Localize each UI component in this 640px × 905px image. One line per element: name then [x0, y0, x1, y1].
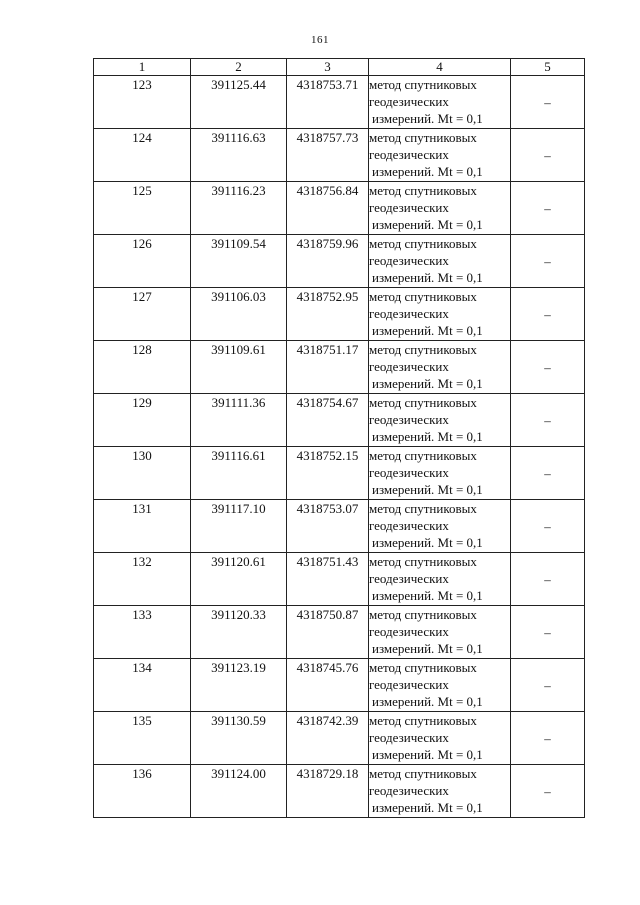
coordinate-y: 4318751.17: [287, 341, 369, 394]
method-line: геодезических: [369, 465, 449, 480]
method-line: метод спутниковых: [369, 77, 477, 92]
coordinate-y: 4318752.15: [287, 447, 369, 500]
table-row: [94, 500, 585, 553]
method-line: геодезических: [369, 412, 449, 427]
coordinate-x: 391125.44: [191, 76, 287, 129]
method-line: геодезических: [369, 783, 449, 798]
header-col-4: 4: [369, 59, 511, 76]
table-row: [94, 606, 585, 659]
note-dash: –: [511, 129, 585, 182]
coordinate-x: 391130.59: [191, 712, 287, 765]
coordinate-y: 4318753.71: [287, 76, 369, 129]
method-line: геодезических: [369, 518, 449, 533]
method-description: [369, 341, 511, 394]
coordinate-y: 4318752.95: [287, 288, 369, 341]
method-description: [369, 712, 511, 765]
method-line: измерений. Mt = 0,1: [372, 270, 483, 285]
table-row: [94, 288, 585, 341]
method-line: измерений. Mt = 0,1: [372, 323, 483, 338]
table-row: [94, 182, 585, 235]
method-line: метод спутниковых: [369, 554, 477, 569]
method-line: метод спутниковых: [369, 395, 477, 410]
note-dash: –: [511, 765, 585, 818]
header-col-3: 3: [287, 59, 369, 76]
header-col-5: 5: [511, 59, 585, 76]
coordinate-x: 391120.61: [191, 553, 287, 606]
coordinate-y: 4318729.18: [287, 765, 369, 818]
table-row: [94, 659, 585, 712]
point-number: 129: [94, 394, 191, 447]
coordinate-y: 4318751.43: [287, 553, 369, 606]
method-line: метод спутниковых: [369, 713, 477, 728]
coordinate-x: 391116.61: [191, 447, 287, 500]
note-dash: –: [511, 182, 585, 235]
note-dash: –: [511, 235, 585, 288]
note-dash: –: [511, 76, 585, 129]
table-header: [94, 59, 585, 76]
point-number: 131: [94, 500, 191, 553]
coordinate-x: 391116.23: [191, 182, 287, 235]
point-number: 124: [94, 129, 191, 182]
coordinate-x: 391123.19: [191, 659, 287, 712]
method-line: измерений. Mt = 0,1: [372, 482, 483, 497]
method-line: измерений. Mt = 0,1: [372, 111, 483, 126]
method-line: геодезических: [369, 147, 449, 162]
method-line: измерений. Mt = 0,1: [372, 694, 483, 709]
note-dash: –: [511, 447, 585, 500]
coordinate-y: 4318756.84: [287, 182, 369, 235]
method-line: метод спутниковых: [369, 607, 477, 622]
method-line: метод спутниковых: [369, 183, 477, 198]
point-number: 132: [94, 553, 191, 606]
method-line: геодезических: [369, 730, 449, 745]
table-row: [94, 447, 585, 500]
method-line: измерений. Mt = 0,1: [372, 588, 483, 603]
method-line: метод спутниковых: [369, 130, 477, 145]
header-row: [94, 59, 585, 76]
method-line: измерений. Mt = 0,1: [372, 641, 483, 656]
table-row: [94, 765, 585, 818]
coordinates-table: [93, 58, 585, 818]
method-line: метод спутниковых: [369, 342, 477, 357]
method-description: [369, 394, 511, 447]
method-description: [369, 500, 511, 553]
table-row: [94, 712, 585, 765]
coordinate-y: 4318754.67: [287, 394, 369, 447]
note-dash: –: [511, 553, 585, 606]
method-description: [369, 129, 511, 182]
coordinate-x: 391124.00: [191, 765, 287, 818]
method-description: [369, 606, 511, 659]
note-dash: –: [511, 394, 585, 447]
method-line: измерений. Mt = 0,1: [372, 535, 483, 550]
method-line: измерений. Mt = 0,1: [372, 800, 483, 815]
point-number: 134: [94, 659, 191, 712]
method-line: геодезических: [369, 571, 449, 586]
point-number: 128: [94, 341, 191, 394]
page-number: 161: [311, 34, 329, 46]
method-line: геодезических: [369, 306, 449, 321]
coordinate-y: 4318750.87: [287, 606, 369, 659]
method-line: метод спутниковых: [369, 289, 477, 304]
method-description: [369, 765, 511, 818]
method-description: [369, 76, 511, 129]
table-row: [94, 341, 585, 394]
coordinate-x: 391109.61: [191, 341, 287, 394]
coordinate-y: 4318742.39: [287, 712, 369, 765]
point-number: 125: [94, 182, 191, 235]
note-dash: –: [511, 288, 585, 341]
point-number: 130: [94, 447, 191, 500]
note-dash: –: [511, 606, 585, 659]
method-description: [369, 553, 511, 606]
method-line: геодезических: [369, 677, 449, 692]
coordinate-y: 4318753.07: [287, 500, 369, 553]
method-description: [369, 288, 511, 341]
point-number: 123: [94, 76, 191, 129]
coordinate-x: 391117.10: [191, 500, 287, 553]
coordinate-x: 391111.36: [191, 394, 287, 447]
coordinate-x: 391106.03: [191, 288, 287, 341]
table-row: [94, 76, 585, 129]
method-line: измерений. Mt = 0,1: [372, 376, 483, 391]
point-number: 136: [94, 765, 191, 818]
method-description: [369, 182, 511, 235]
coordinate-y: 4318757.73: [287, 129, 369, 182]
coordinate-x: 391109.54: [191, 235, 287, 288]
method-line: геодезических: [369, 624, 449, 639]
point-number: 133: [94, 606, 191, 659]
method-line: метод спутниковых: [369, 448, 477, 463]
table-row: [94, 129, 585, 182]
method-line: метод спутниковых: [369, 236, 477, 251]
method-line: измерений. Mt = 0,1: [372, 747, 483, 762]
method-line: геодезических: [369, 94, 449, 109]
note-dash: –: [511, 341, 585, 394]
method-line: геодезических: [369, 359, 449, 374]
coordinate-y: 4318745.76: [287, 659, 369, 712]
coordinate-y: 4318759.96: [287, 235, 369, 288]
point-number: 126: [94, 235, 191, 288]
method-line: измерений. Mt = 0,1: [372, 217, 483, 232]
method-description: [369, 447, 511, 500]
note-dash: –: [511, 500, 585, 553]
table-row: [94, 394, 585, 447]
method-description: [369, 235, 511, 288]
coordinate-x: 391120.33: [191, 606, 287, 659]
header-col-1: 1: [94, 59, 191, 76]
method-line: измерений. Mt = 0,1: [372, 164, 483, 179]
method-line: геодезических: [369, 253, 449, 268]
note-dash: –: [511, 712, 585, 765]
method-line: метод спутниковых: [369, 660, 477, 675]
method-line: геодезических: [369, 200, 449, 215]
table-body: [94, 76, 585, 818]
method-line: измерений. Mt = 0,1: [372, 429, 483, 444]
point-number: 135: [94, 712, 191, 765]
method-line: метод спутниковых: [369, 501, 477, 516]
table-row: [94, 553, 585, 606]
table-row: [94, 235, 585, 288]
method-line: метод спутниковых: [369, 766, 477, 781]
coordinate-x: 391116.63: [191, 129, 287, 182]
method-description: [369, 659, 511, 712]
note-dash: –: [511, 659, 585, 712]
header-col-2: 2: [191, 59, 287, 76]
point-number: 127: [94, 288, 191, 341]
